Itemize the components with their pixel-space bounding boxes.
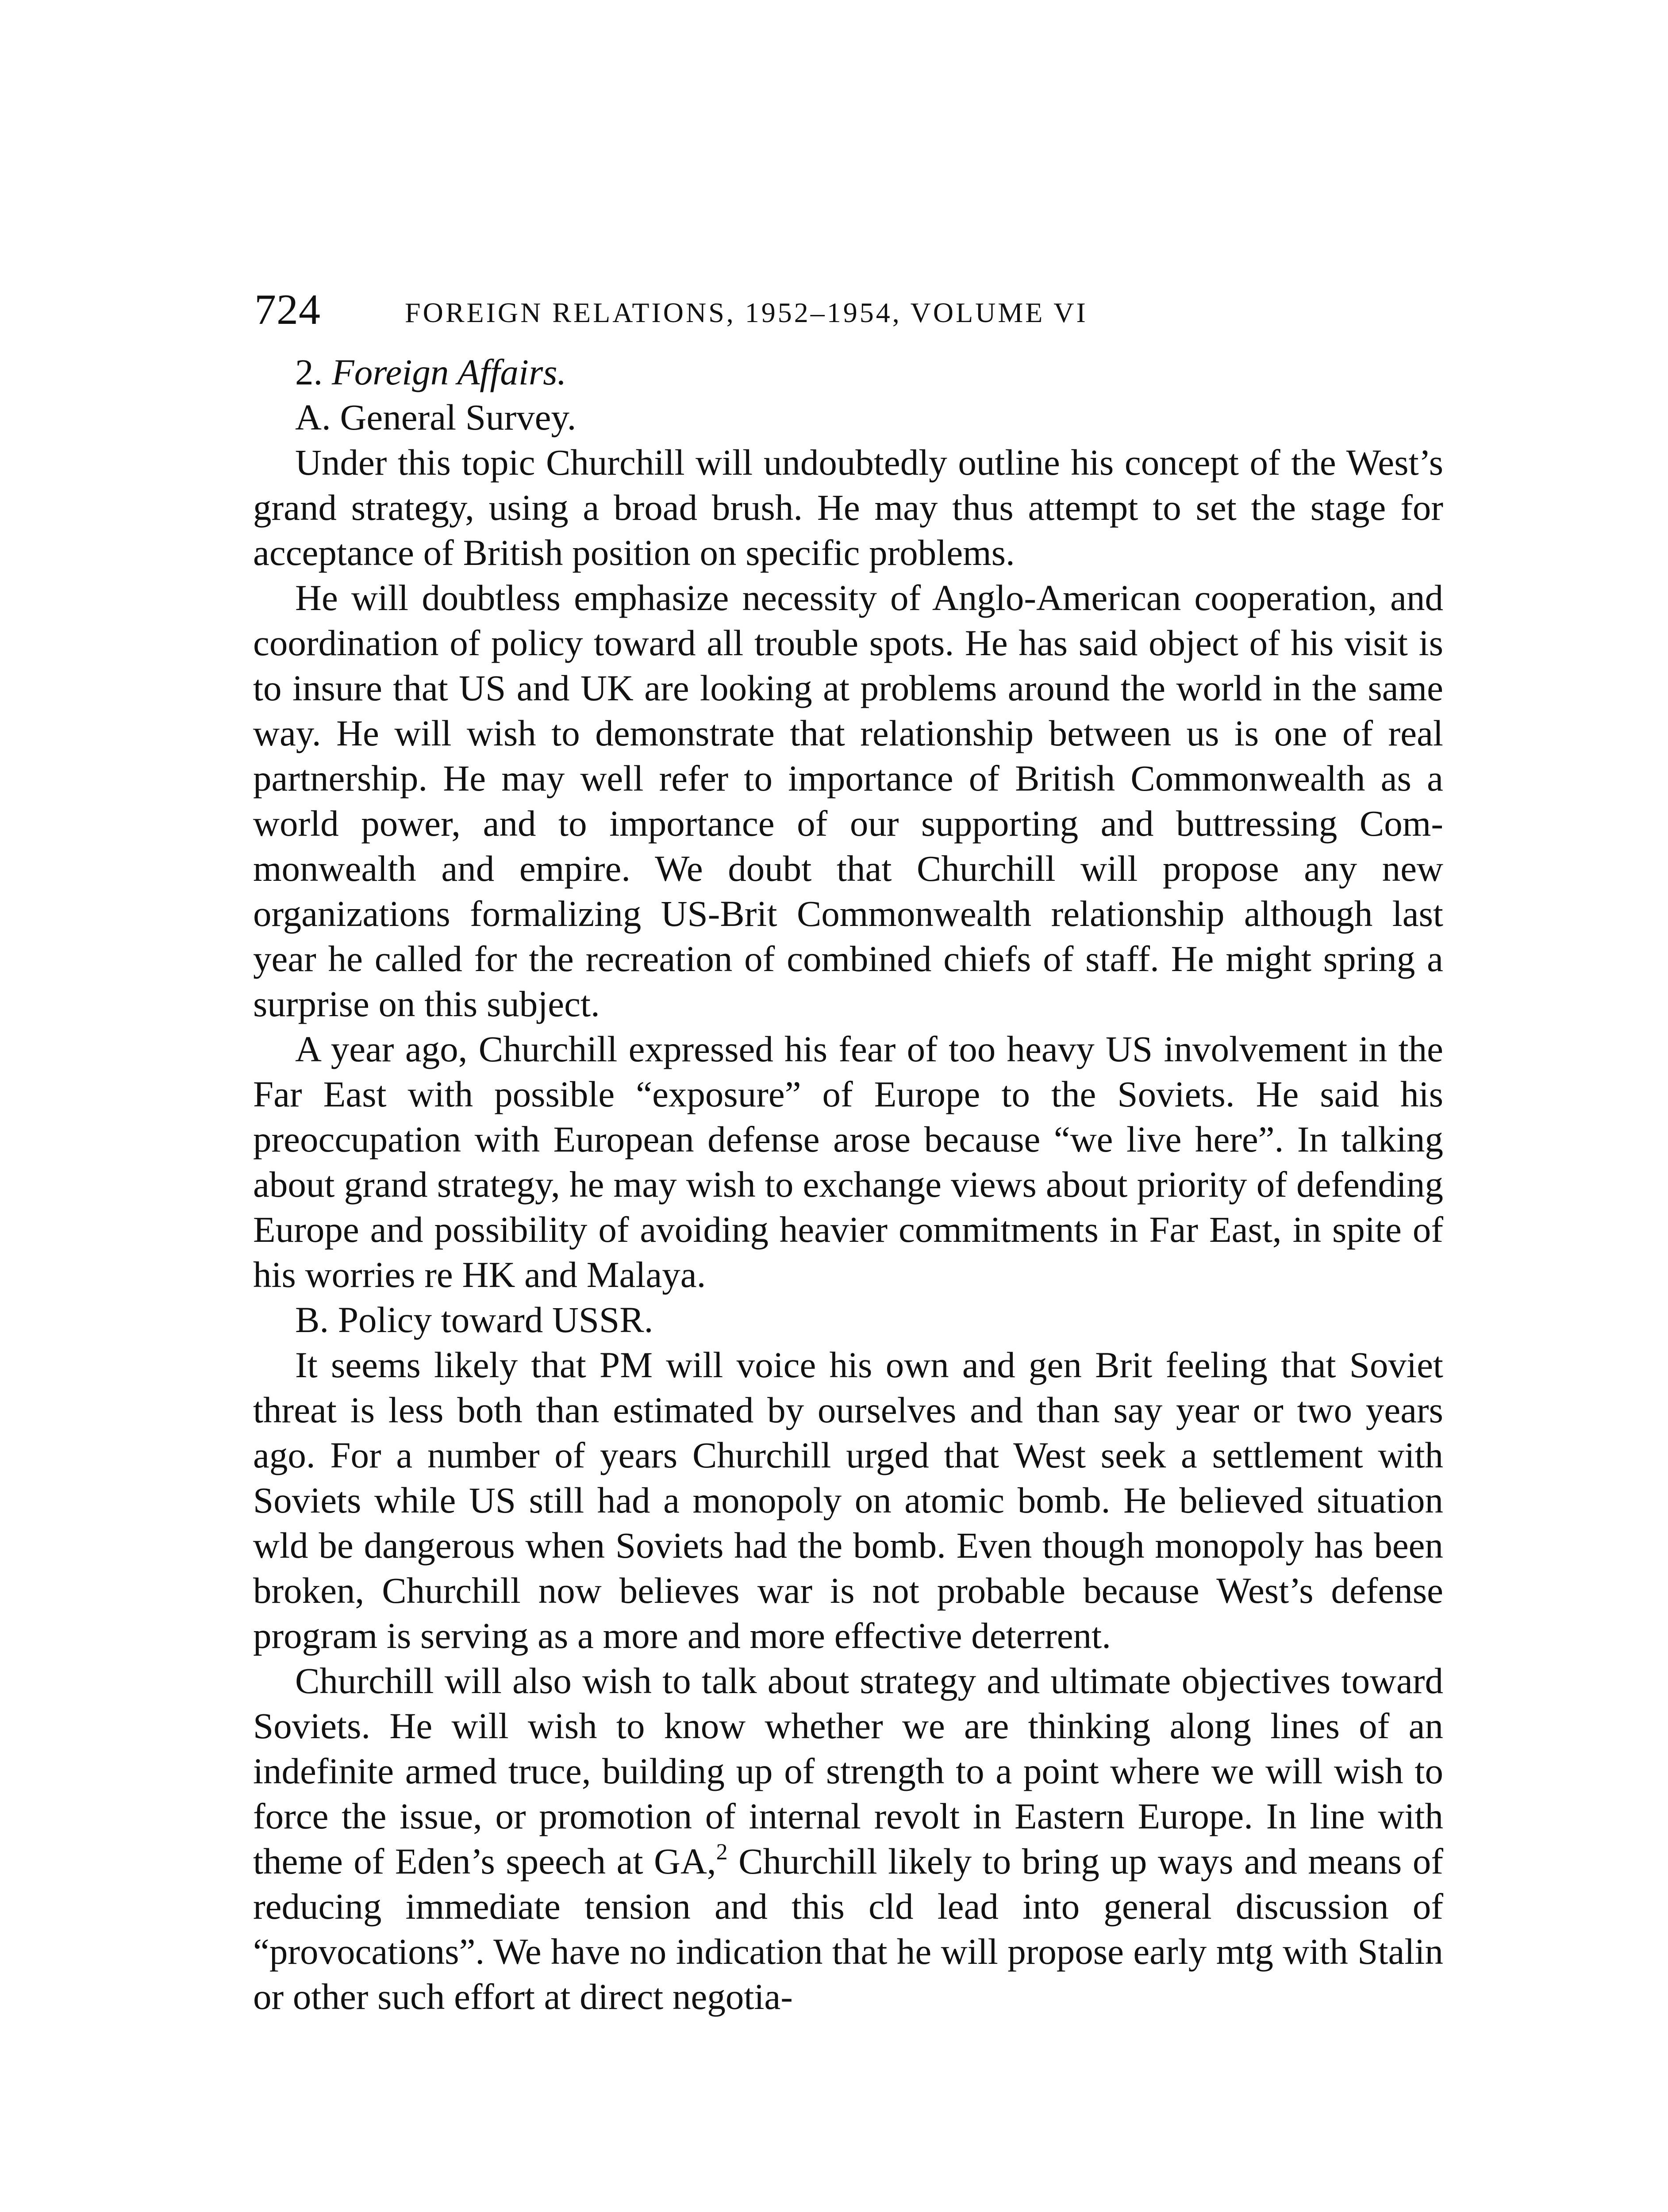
paragraph-1: Under this topic Churchill will undoubtedly outline his concept of the West’s grand strategy, using a broad brush. He may thus attempt to set the stage for acceptance of British position on specific problems. <box>253 442 1443 573</box>
paragraph-5-text-before: Churchill will also wish to talk about strategy and ultimate objectives toward Soviets. He will wish to know whether we are thinking along lines of an indefinite armed truce, building up of strength to a point where we will wish to force the issue, or promotion of internal revolt in Eastern Europe. In line with theme of Eden’s speech at GA, <box>253 1660 1443 1882</box>
paragraph-4: It seems likely that PM will voice his own and gen Brit feeling that Soviet threat is less both than estimated by ourselves and than say year or two years ago. For a number of years Churchill urged that West seek a settlement with Soviets while US still had a monopoly on atomic bomb. He believed situation wld be dangerous when Soviets had the bomb. Even though monopoly has been broken, Churchill now believes war is not probable because West’s defense program is serving as a more and more effective deterrent. <box>253 1344 1443 1656</box>
paragraph-3: A year ago, Churchill expressed his fear of too heavy US involvement in the Far East with possible “exposure” of Europe to the Soviets. He said his preoccupation with European defense arose because “we live here”. In talking about grand strategy, he may wish to exchange views about priority of defending Europe and possibility of avoiding heavier commitments in Far East, in spite of his worries re HK and Malaya. <box>253 1029 1443 1295</box>
running-title: FOREIGN RELATIONS, 1952–1954, VOLUME VI <box>405 297 1088 328</box>
subsection-heading-policy-ussr: B. Policy toward USSR. <box>295 1299 653 1340</box>
paragraph-2: He will doubtless emphasize necessity of Anglo-American cooperation, and coordination of policy toward all trouble spots. He has said object of his visit is to insure that US and UK are looking at problems around the world in the same way. He will wish to demonstrate that relationship between us is one of real partnership. He may well refer to importance of British Commonwealth as a world power, and to importance of our supporting and buttressing Commonwealth and empire. We doubt that Churchill will propose any new organizations formalizing US-Brit Commonwealth relationship although last year he called for the recreation of combined chiefs of staff. He might spring a surprise on this subject. <box>253 577 1443 1024</box>
paragraph-5-text-after: Churchill likely to bring up ways and means of reducing immediate tension and this cld lead into general discussion of “provocations”. We have no indication that he will propose early mtg with Stalin or other such effort at direct negotia- <box>253 1841 1443 2017</box>
running-head <box>254 283 1449 336</box>
footnote-reference: 2 <box>716 1839 728 1865</box>
section-title-foreign-affairs: Foreign Affairs. <box>332 352 567 392</box>
subsection-heading-general-survey: A. General Survey. <box>295 397 576 438</box>
body-text <box>253 349 1443 2019</box>
paragraph-5 <box>253 1658 1443 2019</box>
section-number: 2. <box>295 352 323 392</box>
section-heading-foreign-affairs <box>253 349 1443 395</box>
page-number: 724 <box>254 286 321 334</box>
